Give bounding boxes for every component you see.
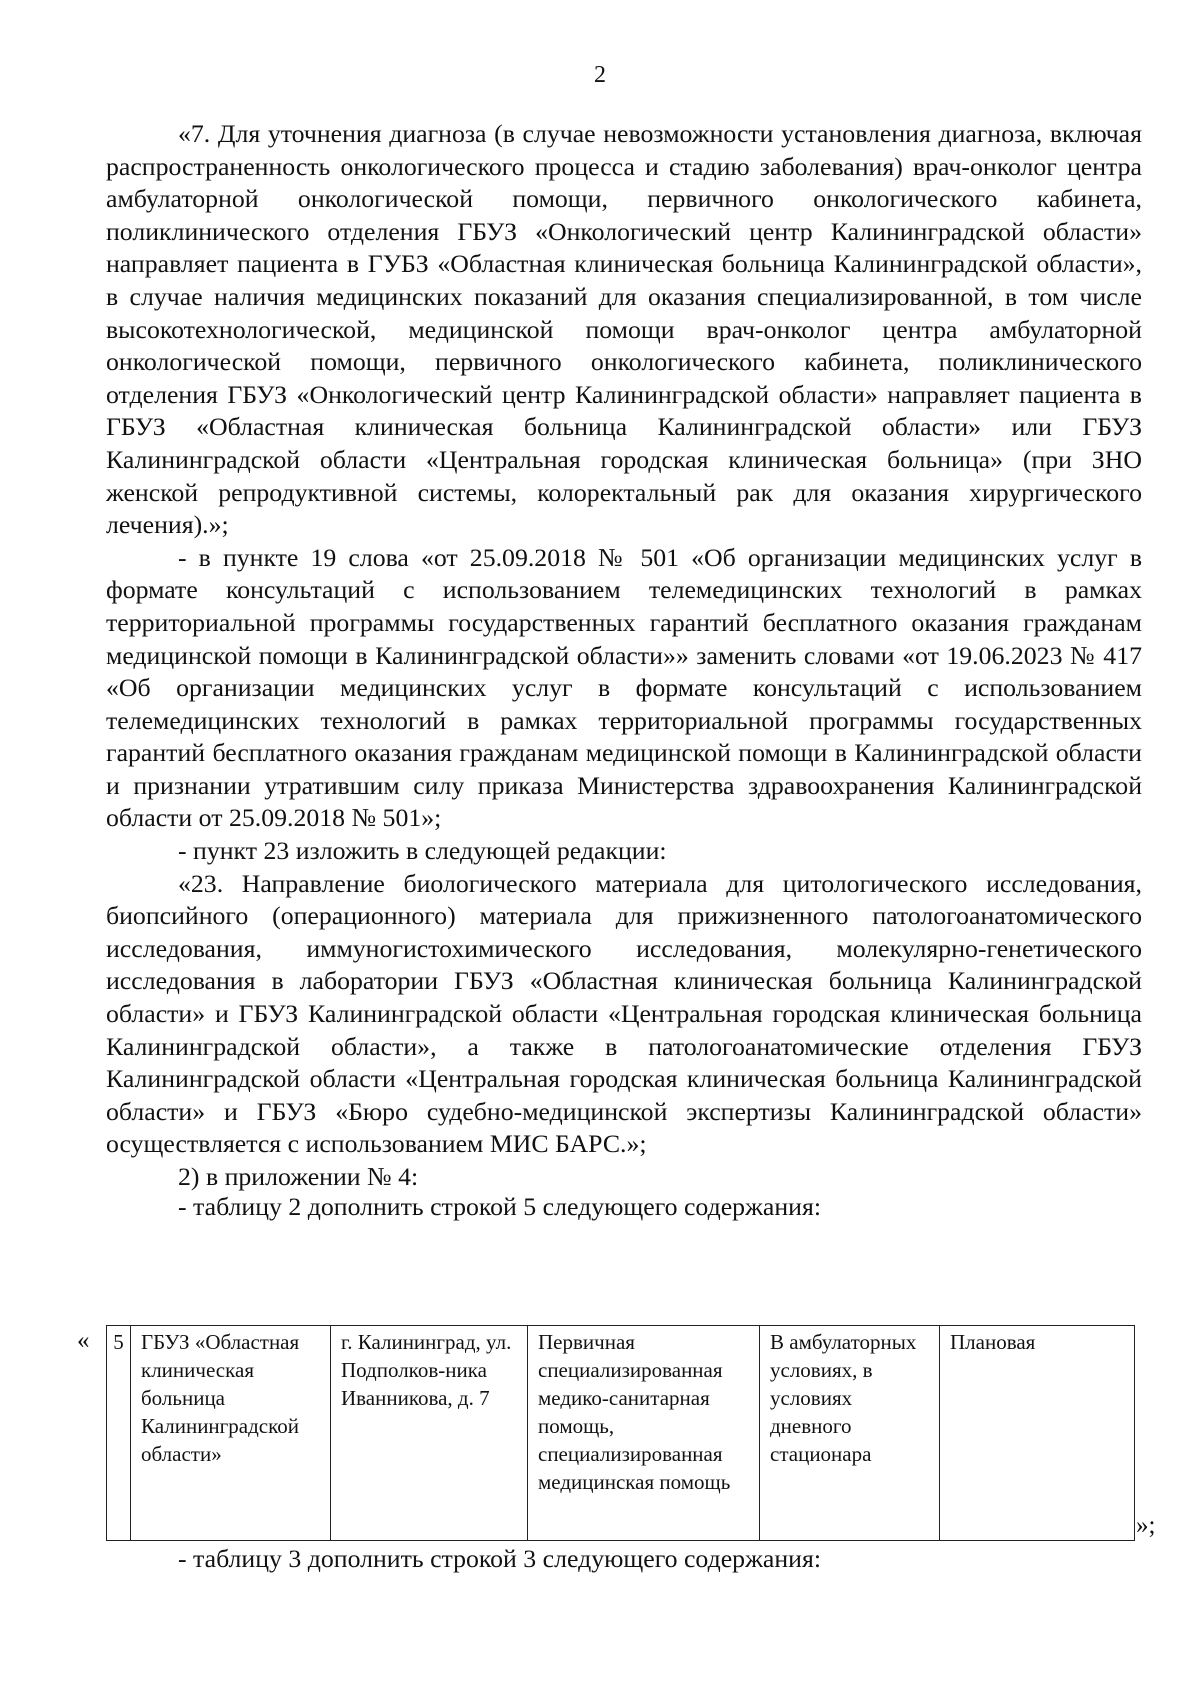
organization-cell: ГБУЗ «Областная клиническая больница Калининградской области» <box>131 1326 331 1541</box>
conditions-cell: В амбулаторных условиях, в условиях дневного стационара <box>760 1326 940 1541</box>
paragraph-point-19: - в пункте 19 слова «от 25.09.2018 № 501 «Об организации медицинских услуг в формате консультаций с использованием телемедицинских технологий в рамках территориальной программы государственных гарантий бесплатного оказания гражданам медицинской помощи в Калининградской области»» заменить словами «от 19.06.2023 № 417 «Об организации медицинских услуг в формате консультаций с использованием телемедицинских технологий в рамках территориальной программы государственных гарантий бесплатного оказания гражданам медицинской помощи в Калининградской области и признании утратившим силу приказа Министерства здравоохранения Калининградской области от 25.09.2018 № 501»; <box>106 542 1142 833</box>
address-cell: г. Калининград, ул. Подполков-ника Иванникова, д. 7 <box>331 1326 528 1541</box>
paragraph-point-23-intro: - пункт 23 изложить в следующей редакции: <box>178 836 667 866</box>
document-body <box>106 118 1142 1220</box>
care-type-cell: Первичная специализированная медико-санитарная помощь, специализированная медицинская помощь <box>528 1326 760 1541</box>
paragraph-item-7: «7. Для уточнения диагноза (в случае невозможности установления диагноза, включая распространенность онкологического процесса и стадию заболевания) врач-онколог центра амбулаторной онкологической помощи, первичного онкологического кабинета, поликлинического отделения ГБУЗ «Онкологический центр Калининградской области» направляет пациента в ГУБЗ «Областная клиническая больница Калининградской области», в случае наличия медицинских показаний для оказания специализированной, в том числе высокотехнологической, медицинской помощи врач-онколог центра амбулаторной онкологической помощи, первичного онкологического кабинета, поликлинического отделения ГБУЗ «Онкологический центр Калининградской области» направляет пациента в ГБУЗ «Областная клиническая больница Калининградской области» или ГБУЗ Калининградской области «Центральная городская клиническая больница» (при ЗНО женской репродуктивной системы, колоректальный рак для оказания хирургического лечения).»; <box>106 119 1142 540</box>
table-open-quote: « <box>77 1327 90 1354</box>
paragraph-table-3-intro: - таблицу 3 дополнить строкой 3 следующего содержания: <box>178 1544 821 1573</box>
paragraph-appendix-4: 2) в приложении № 4: <box>178 1162 419 1191</box>
table-row <box>107 1326 1135 1541</box>
row-number-cell: 5 <box>107 1326 131 1541</box>
table-close-quote: »; <box>1136 1512 1156 1539</box>
page-number: 2 <box>594 62 606 88</box>
paragraph-item-23: «23. Направление биологического материала для цитологического исследования, биопсийного (операционного) материала для прижизненного патологоанатомического исследования, иммуногистохимического исследования, молекулярно-генетического исследования в лаборатории ГБУЗ «Областная клиническая больница Калининградской области» и ГБУЗ Калининградской области «Центральная городская клиническая больница Калининградской области», а также в патологоанатомические отделения ГБУЗ Калининградской области «Центральная городская клиническая больница Калининградской области» и ГБУЗ «Бюро судебно-медицинской экспертизы Калининградской области» осуществляется с использованием МИС БАРС.»; <box>106 868 1142 1159</box>
table-2-new-row <box>106 1325 1135 1541</box>
paragraph-table-2-intro: - таблицу 2 дополнить строкой 5 следующего содержания: <box>178 1191 821 1221</box>
form-cell: Плановая <box>940 1326 1135 1541</box>
